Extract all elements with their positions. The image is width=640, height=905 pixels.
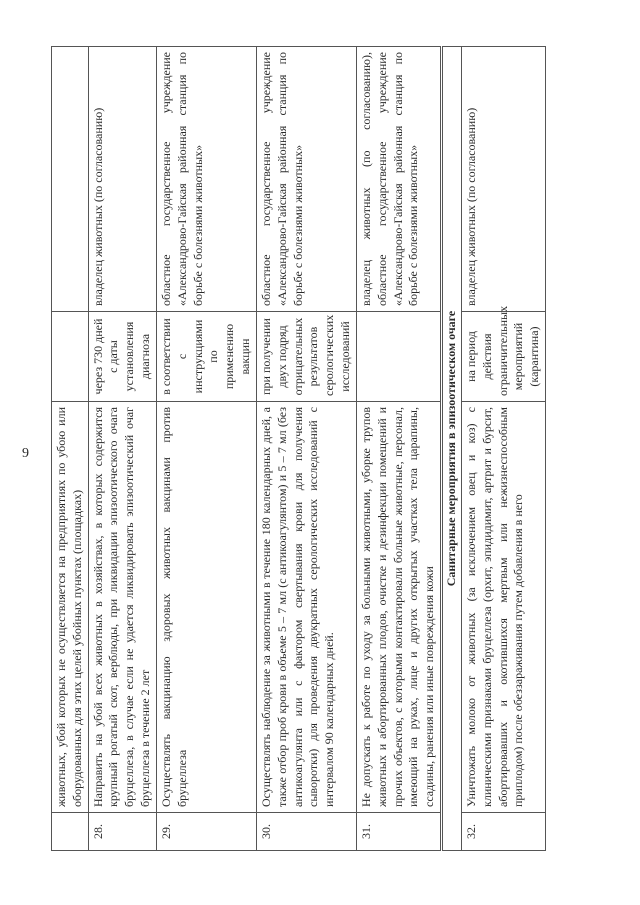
- table-row: [461, 47, 545, 851]
- row-number: 28.: [88, 813, 156, 851]
- row-action: Осуществлять вакцинацию здоровых животных вакцинами против бруцеллеза: [156, 402, 256, 813]
- row-term: на период действия ограничительных мероприятий (карантина): [461, 312, 545, 402]
- row-number: 31.: [356, 813, 441, 851]
- row-term: [52, 312, 89, 402]
- rotated-page: [51, 47, 608, 851]
- row-action: Осуществлять наблюдение за животными в течение 180 календарных дней, а также отбор проб крови в объеме 5 – 7 мл (с антикоагулянтом) и 5 – 7 мл (без антикоагулянта или с фактором свертывания крови для получения сыворотки) для проведения двукратных серологических исследований с интервалом 90 календарных дней.: [256, 402, 356, 813]
- row-responsible: владелец животных (по согласованию): [461, 47, 545, 312]
- row-action: Уничтожать молоко от животных (за исключением овец и коз) с клиническими признаками бруцеллеза (орхит, эпидидимит, артрит и бурсит, абортировавших и окотившихся мертвым или нежизнеспособным приплодом) после обеззараживания путем добавления в него: [461, 402, 545, 813]
- page-number: 9: [22, 446, 29, 461]
- row-action: Направить на убой всех животных в хозяйствах, в которых содержится крупный рогатый скот, верблюды, при ликвидации эпизоотического очага бруцеллеза, в случае если не удается ликвидировать эпизоотический очаг бруцеллеза в течение 2 лет: [88, 402, 156, 813]
- table-row: [52, 47, 89, 851]
- section-header-row: [442, 47, 462, 851]
- row-responsible: владелец животных (по согласованию), областное государственное учреждение «Александрово-Гайская районная станция по борьбе с болезнями животных»: [356, 47, 441, 312]
- row-term: при получении двух подряд отрицательных результатов серологических исследований: [256, 312, 356, 402]
- table-row: [88, 47, 156, 851]
- row-number: 32.: [461, 813, 545, 851]
- row-term: [356, 312, 441, 402]
- row-term: в соответствии с инструкциями по применению вакцин: [156, 312, 256, 402]
- section-title: Санитарные мероприятия в эпизоотическом очаге: [442, 47, 462, 851]
- table-row: [256, 47, 356, 851]
- row-responsible: областное государственное учреждение «Александрово-Гайская районная станция по борьбе с болезнями животных»: [256, 47, 356, 312]
- table-row: [356, 47, 441, 851]
- row-responsible: [52, 47, 89, 312]
- row-number: [52, 813, 89, 851]
- row-action: животных, убой которых не осуществляется на предприятиях по убою или оборудованных для этих целей убойных пунктах (площадках): [52, 402, 89, 813]
- row-responsible: владелец животных (по согласованию): [88, 47, 156, 312]
- row-number: 29.: [156, 813, 256, 851]
- table-row: [156, 47, 256, 851]
- row-action: Не допускать к работе по уходу за больными животными, уборке трупов животных и абортированных плодов, очистке и дезинфекции помещений и прочих объектов, с которыми контактировали больные животные, персонал, имеющий на руках, лице и других открытых участках тела царапины, ссадины, ранения или иные повреждения кожи: [356, 402, 441, 813]
- row-number: 30.: [256, 813, 356, 851]
- row-responsible: областное государственное учреждение «Александрово-Гайская районная станция по борьбе с болезнями животных»: [156, 47, 256, 312]
- measures-table: [51, 46, 546, 851]
- row-term: через 730 дней с даты установления диагноза: [88, 312, 156, 402]
